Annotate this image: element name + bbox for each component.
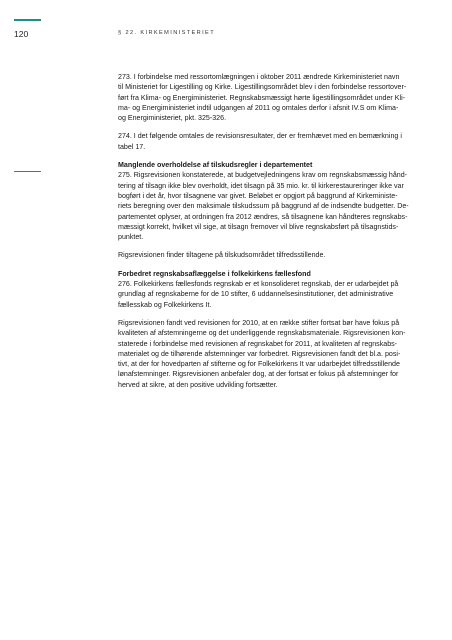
- page-number: 120: [14, 29, 29, 39]
- text-line: staterede i forbindelse med revisionen af regnskabet for 2011, at kvaliteten af regnskabs-: [118, 339, 398, 348]
- body-text: [118, 72, 436, 398]
- text-line: til Ministeriet for Ligestilling og Kirke. Ligestillingsområdet blev i den forbindelse ressortover-: [118, 83, 407, 92]
- text-line: herved at sikre, at den positive udvikling fortsætter.: [118, 380, 278, 389]
- text-line: 276. Folkekirkens fællesfonds regnskab er et konsolideret regnskab, der er udarbejdet på: [118, 280, 399, 289]
- text-line: og Energiministeriet, pkt. 325-326.: [118, 114, 227, 123]
- paragraph: [118, 318, 436, 390]
- text-line: fællesskab og Folkekirkens It.: [118, 300, 212, 309]
- margin-accent-rule: [14, 171, 41, 172]
- text-line: riets beregning over den maksimale tilskudssum på baggrund af de indsendte budgetter. De-: [118, 202, 409, 211]
- text-line: lønafstemninger. Rigsrevisionen anbefaler dog, at der fortsat er fokus på afstemninger for: [118, 370, 399, 379]
- header-accent-rule: [14, 19, 41, 21]
- text-line: ma- og Energiministeriet indtil udgangen af 2011 og omtales derfor i afsnit IV.S om Klima-: [118, 103, 399, 112]
- text-line: mæssigt korrekt, hvilket vil sige, at tilsagn fremover vil blive regnskabsført på tilsagnstids-: [118, 222, 399, 231]
- text-line: punktet.: [118, 233, 144, 242]
- paragraph: [118, 269, 436, 310]
- text-line: 273. I forbindelse med ressortomlægningen i oktober 2011 ændrede Kirkeministeriet navn: [118, 73, 400, 81]
- running-header: § 22. KIRKEMINISTERIET: [118, 30, 216, 36]
- text-line: tering af tilsagn ikke blev overholdt, idet tilsagn på 35 mio. kr. til kirkerestaureringer ikke var: [118, 181, 404, 190]
- text-line: materialet og de tilhørende afstemninger var forbedret. Rigsrevisionen fandt det bl.a. posi-: [118, 349, 401, 358]
- text-line: tivt, at der for hovedparten af stifterne og for Folkekirkens It var udarbejdet tilfredsstillende: [118, 360, 400, 369]
- text-line: Rigsrevisionen finder tiltagene på tilskudsområdet tilfredsstillende.: [118, 251, 326, 260]
- paragraph: [118, 131, 436, 152]
- section-heading: Forbedret regnskabsaflæggelse i folkekirkens fællesfond: [118, 269, 311, 278]
- text-line: bogført i det år, hvor tilsagnene var givet. Beløbet er opgjort på baggrund af Kirkeministe-: [118, 191, 398, 200]
- paragraph: [118, 250, 436, 260]
- text-line: Rigsrevisionen fandt ved revisionen for 2010, at en række stifter fortsat bør have fokus på: [118, 318, 400, 327]
- section-heading: Manglende overholdelse af tilskudsregler i departementet: [118, 161, 313, 170]
- text-line: partementet oplyser, at ordningen fra 2012 ændres, så tilsagnene kan håndteres regnskabs-: [118, 212, 408, 221]
- paragraph: [118, 160, 436, 242]
- text-line: ført fra Klima- og Energiministeriet. Regnskabsmæssigt hørte ligestillingsområdet under Kli-: [118, 93, 406, 102]
- text-line: 275. Rigsrevisionen konstaterede, at budgetvejledningens krav om regnskabsmæssig hånd-: [118, 171, 408, 180]
- text-line: tabel 17.: [118, 142, 146, 151]
- text-line: 274. I det følgende omtales de revisionsresultater, der er fremhævet med en bemærkning i: [118, 132, 402, 141]
- paragraph: [118, 72, 436, 123]
- text-line: grundlag af regnskaberne for de 10 stifter, 6 uddannelsesinstitutioner, det administrative: [118, 290, 394, 299]
- text-line: kvaliteten af afstemningerne og det underliggende regnskabsmateriale. Rigsrevisionen kon-: [118, 329, 406, 338]
